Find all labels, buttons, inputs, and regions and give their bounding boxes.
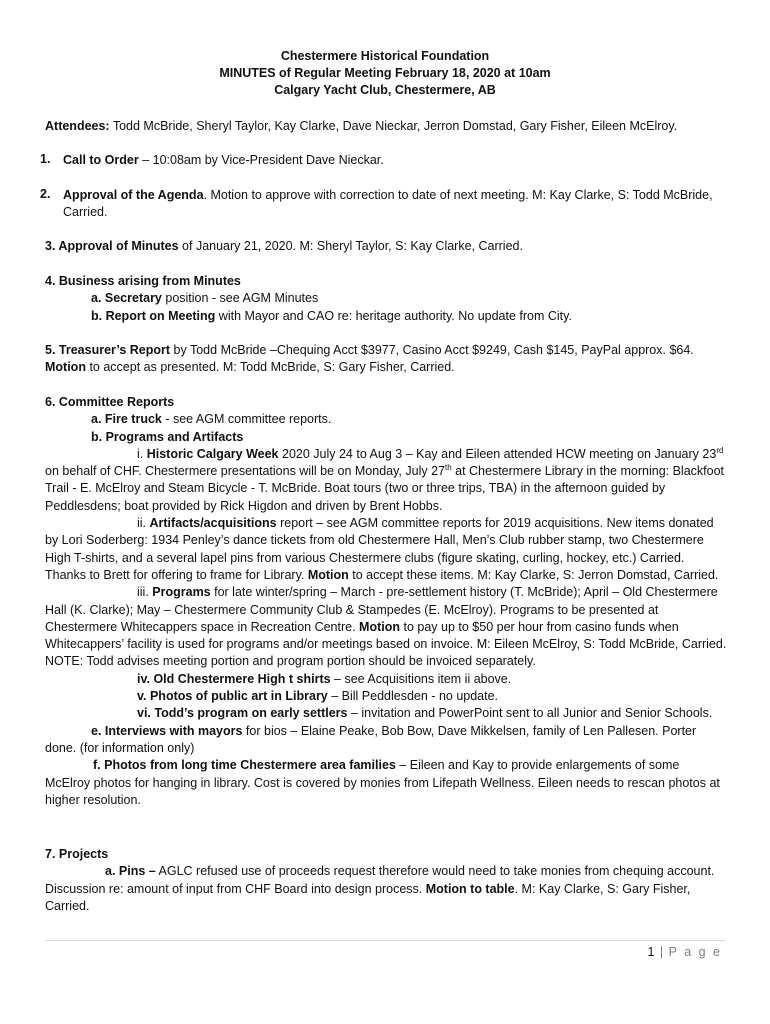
item3-minutes	[45, 238, 727, 255]
item6-b-i: i. Historic Calgary Week 2020 July 24 to Aug 3 – Kay and Eileen attended HCW meeting on January 23rd on behalf of CHF. Chestermere presentations will be on Monday, July 27th at Chestermere Library in the morning: Blackfoot Trail - E. McElroy and Steam Bicycle - T. McBride. Boat tours (two or three trips, TBA) in the afternoon guided by Peddlesdens; boat provided by Rick Higdon and driven by Brent Hobbs.	[45, 445, 725, 513]
page-footer	[647, 945, 722, 959]
item6-e: e. Interviews with mayors for bios – Elaine Peake, Bob Bow, Dave Mikkelsen, family of Len Pallesen. Porter done. (for information only)	[45, 723, 697, 755]
item3-text: of January 21, 2020. M: Sheryl Taylor, S: Kay Clarke, Carried.	[178, 239, 523, 253]
item7-title: 7. Projects	[45, 847, 109, 861]
item6-b-iv: iv. Old Chestermere High t shirts – see Acquisitions item ii above.	[137, 671, 512, 686]
item4-title: 4. Business arising from Minutes	[45, 274, 241, 288]
item6-title: 6. Committee Reports	[45, 395, 175, 409]
item4-a: a. Secretary position - see AGM Minutes	[91, 291, 319, 306]
item4-b: b. Report on Meeting with Mayor and CAO re: heritage authority. No update from City.	[91, 308, 572, 323]
item7-a: a. Pins – AGLC refused use of proceeds request therefore would need to take monies from chequing account. Discussion re: amount of input from CHF Board into design process. Motion to table. M: Kay Clarke, S: Gary Fisher, Carried.	[45, 864, 715, 913]
page-separator: |	[659, 945, 664, 959]
item5-motion-text: to accept as presented. M: Todd McBride, S: Gary Fisher, Carried.	[85, 360, 455, 375]
item6-committee-reports	[45, 394, 727, 809]
document-header	[0, 48, 770, 99]
attendees-label: Attendees:	[45, 119, 110, 133]
item6-b: b. Programs and Artifacts	[91, 429, 244, 444]
item6-b-iii: iii. Programs for late winter/spring – March - pre-settlement history (T. McBride); April – Old Chestermere Hall (K. Clarke); May – Chestermere Community Club & Stampedes (E. McElroy). Programs to be presented at Chestermere Whitecappers space in Recreation Centre. Motion to pay up to $50 per hour from casino funds when Whitecappers’ facility is used for programs and/or meetings based on invoice. M: Eileen McElroy, S: Todd McBride, Carried. NOTE: Todd advises meeting portion and program portion should be invoiced separately.	[45, 585, 727, 669]
attendees-names: Todd McBride, Sheryl Taylor, Kay Clarke, Dave Nieckar, Jerron Domstad, Gary Fisher, Eileen McElroy.	[109, 119, 678, 133]
item6-b-v: v. Photos of public art in Library – Bill Peddlesden - no update.	[137, 689, 499, 704]
item2-title: Approval of the Agenda	[63, 188, 204, 202]
item2-text: . Motion to approve with correction to date of next meeting. M: Kay Clarke, S: Todd McBride, Carried.	[63, 188, 713, 220]
item6-b-ii: ii. Artifacts/acquisitions report – see AGM committee reports for 2019 acquisitions. New items donated by Lori Soderberg: 1934 Penley’s dance tickets from old Chestermere Hall, Men’s Club rubber stamp, two Chestermere High T-shirts, and a several lapel pins from various Chestermere clubs (figure skating, curling, hockey, etc.) Carried. Thanks to Brett for offering to frame for Library. Motion to accept these items. M: Kay Clarke, S: Jerron Domstad, Carried.	[45, 516, 719, 582]
item6-f: f. Photos from long time Chestermere area families – Eileen and Kay to provide enlargements of some McElroy photos for hanging in library. Cost is covered by monies from Lifepath Wellness. Eileen needs to rescan photos at higher resolution.	[45, 758, 720, 807]
meeting-title: MINUTES of Regular Meeting February 18, 2020 at 10am	[219, 66, 551, 80]
item5-motion-label: Motion	[45, 360, 86, 375]
item1-title: Call to Order	[63, 153, 139, 167]
item2-agenda	[63, 187, 727, 222]
item6-b-vi: vi. Todd’s program on early settlers – invitation and PowerPoint sent to all Junior and Senior Schools.	[137, 706, 713, 721]
item1-number: 1.	[40, 152, 51, 166]
page-word: P a g e	[668, 945, 722, 959]
footer-divider	[45, 940, 725, 941]
item2-number: 2.	[40, 187, 51, 201]
item5-text: by Todd McBride –Chequing Acct $3977, Casino Acct $9249, Cash $145, PayPal approx. $64.	[170, 343, 694, 357]
item7-projects	[45, 846, 727, 915]
item5-title: 5. Treasurer’s Report	[45, 343, 171, 357]
item4-business-arising	[45, 273, 727, 325]
item5-treasurer	[45, 342, 727, 377]
item6-a: a. Fire truck - see AGM committee reports.	[91, 412, 332, 427]
meeting-location: Calgary Yacht Club, Chestermere, AB	[274, 83, 496, 97]
item1-text: – 10:08am by Vice-President Dave Nieckar.	[138, 153, 384, 167]
org-name: Chestermere Historical Foundation	[280, 49, 490, 63]
item3-title: 3. Approval of Minutes	[45, 239, 179, 253]
item1-call-to-order	[63, 152, 727, 169]
attendees-line	[45, 118, 727, 135]
page-number: 1	[647, 945, 655, 959]
